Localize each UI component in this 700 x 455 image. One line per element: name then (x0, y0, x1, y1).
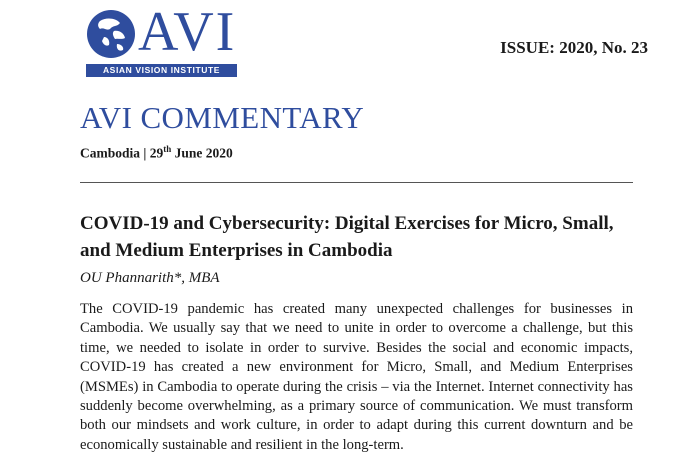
divider (80, 182, 633, 183)
logo-wordmark: AVI (138, 1, 237, 63)
article-title: COVID-19 and Cybersecurity: Digital Exercises for Micro, Small, and Medium Enterprises in Cambodia (80, 213, 614, 261)
dateline-rest: June 2020 (171, 145, 233, 161)
article-body: The COVID-19 pandemic has created many unexpected challenges for businesses in Cambodia. We usually say that we need to unite in order to overcome a challenge, but this time, we needed to isolate in order to survive. Besides the social and economic impacts, COVID-19 has created a new environment for Micro, Small, and Medium Enterprises (MSMEs) in Cambodia to operate during the crisis – via the Internet. Internet connectivity has suddenly become overwhelming, as a primary source of communication. We must transform both our mindsets and work culture, in order to adapt during this current downturn and be economically sustainable and resilient in the long-term. (80, 301, 633, 453)
dateline-day-suffix: th (163, 144, 172, 154)
dateline (80, 144, 233, 162)
avi-logo (86, 1, 241, 76)
logo-subtitle: ASIAN VISION INSTITUTE (86, 64, 237, 77)
issue-number: ISSUE: 2020, No. 23 (500, 38, 648, 57)
series-title: AVI COMMENTARY (80, 100, 365, 135)
dateline-location: Cambodia | 29 (80, 145, 164, 161)
globe-icon (86, 9, 136, 59)
article-author: OU Phannarith*, MBA (80, 270, 220, 286)
